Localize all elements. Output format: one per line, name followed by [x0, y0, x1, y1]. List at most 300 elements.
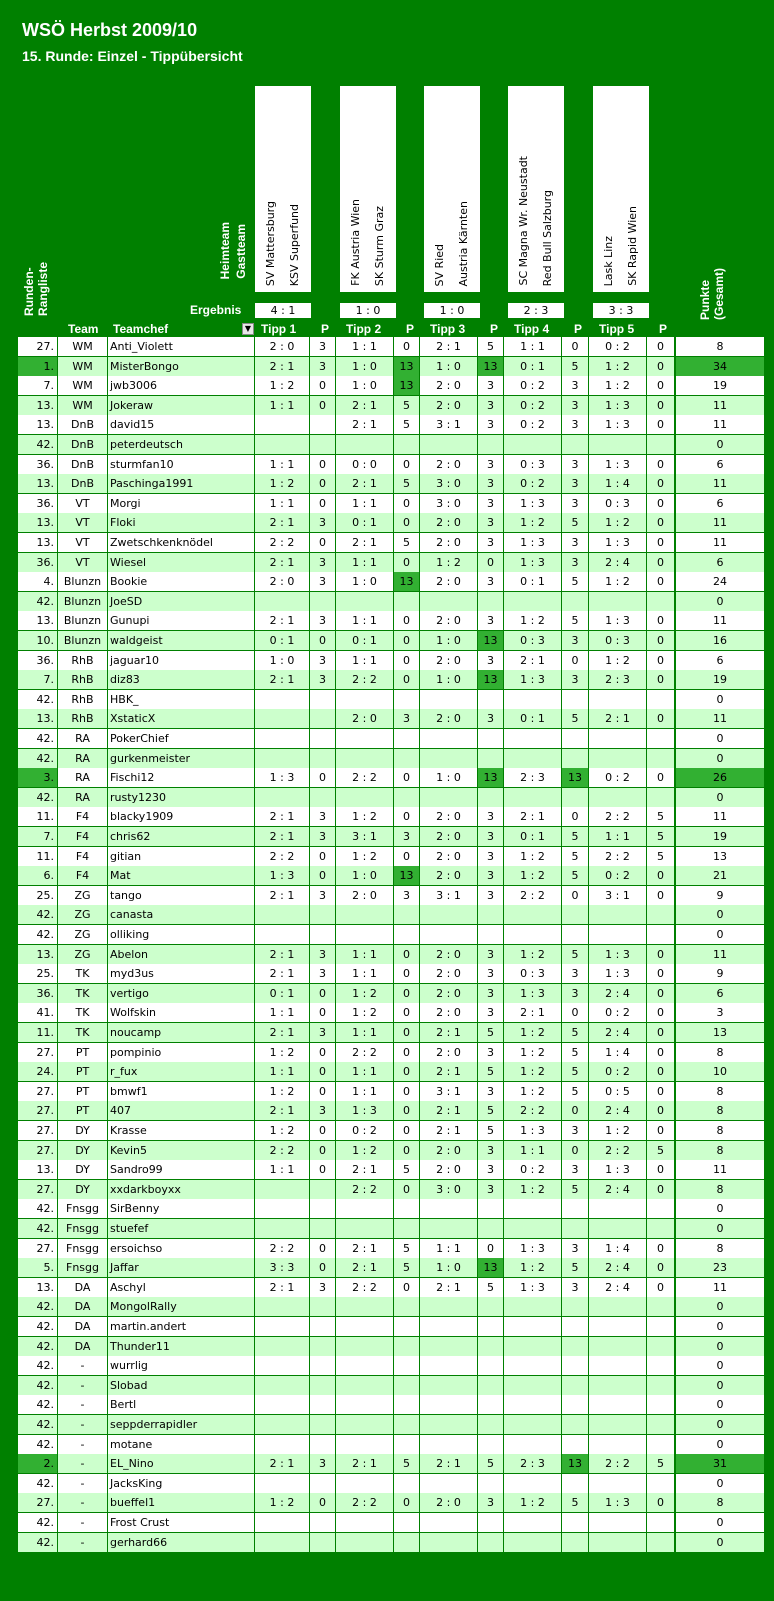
team-cell: PT	[58, 1082, 107, 1101]
rank-cell: 27.	[18, 1043, 57, 1062]
team-cell: -	[58, 1376, 107, 1395]
points-5-cell: 0	[647, 396, 674, 415]
teamchef-cell: seppderrapidler	[108, 1415, 254, 1434]
tipp-5-cell: 1 : 3	[589, 455, 646, 474]
tipp-4-cell: 1 : 2	[504, 847, 561, 866]
team-cell: F4	[58, 866, 107, 885]
points-2-cell: 0	[394, 611, 419, 630]
tipp-2-cell: 1 : 0	[336, 866, 393, 885]
points-2-cell: 0	[394, 768, 419, 787]
tipp-4-cell: 1 : 3	[504, 494, 561, 513]
team-cell: RhB	[58, 709, 107, 728]
tipp-5-cell: 1 : 3	[589, 396, 646, 415]
tipp-3-cell	[420, 690, 477, 709]
points-3-cell: 0	[478, 1239, 503, 1258]
points-3-cell: 3	[478, 513, 503, 532]
rank-cell: 27.	[18, 1121, 57, 1140]
tipp-4-cell	[504, 749, 561, 768]
table-row	[18, 572, 768, 591]
tipp-3-cell: 2 : 0	[420, 611, 477, 630]
filter-dropdown-button[interactable]: ▼	[242, 323, 254, 335]
tipp-5-cell: 2 : 2	[589, 1141, 646, 1160]
team-cell: -	[58, 1415, 107, 1434]
tipp-1-cell: 1 : 0	[255, 651, 309, 670]
rank-cell: 13.	[18, 1278, 57, 1297]
tipp-4-cell	[504, 1474, 561, 1493]
team-cell: DY	[58, 1180, 107, 1199]
teamchef-cell: Zwetschkenknödel	[108, 533, 254, 552]
tipp-2-cell	[336, 1395, 393, 1414]
total-points-cell: 6	[676, 494, 764, 513]
total-points-cell: 0	[676, 1533, 764, 1552]
points-2-cell	[394, 1219, 419, 1238]
team-cell: -	[58, 1493, 107, 1512]
teamchef-cell: myd3us	[108, 964, 254, 983]
points-4-cell	[562, 1395, 588, 1414]
tipp-4-cell: 2 : 1	[504, 1003, 561, 1022]
teamchef-cell: canasta	[108, 905, 254, 924]
tipp-3-cell: 2 : 0	[420, 1043, 477, 1062]
total-points-cell: 0	[676, 1415, 764, 1434]
tipp-2-cell: 2 : 1	[336, 1239, 393, 1258]
tipp-4-cell: 2 : 1	[504, 807, 561, 826]
points-3-cell	[478, 1435, 503, 1454]
tipp-5-cell	[589, 690, 646, 709]
tipp-2-cell	[336, 1219, 393, 1238]
tipp-1-cell: 2 : 1	[255, 553, 309, 572]
points-1-cell	[310, 729, 335, 748]
rank-cell: 27.	[18, 1101, 57, 1120]
tipp-1-cell: 1 : 1	[255, 396, 309, 415]
points-5-cell: 0	[647, 611, 674, 630]
points-5-cell	[647, 592, 674, 611]
points-2-cell: 0	[394, 1180, 419, 1199]
tipp-2-cell	[336, 905, 393, 924]
points-3-cell: 3	[478, 945, 503, 964]
points-2-cell: 0	[394, 807, 419, 826]
team-cell: -	[58, 1454, 107, 1473]
tipp-5-cell: 1 : 3	[589, 611, 646, 630]
match-result-5: 3 : 3	[593, 303, 649, 318]
total-points-cell: 8	[676, 1180, 764, 1199]
points-2-cell: 0	[394, 1493, 419, 1512]
tipp-4-cell: 1 : 2	[504, 1062, 561, 1081]
points-3-cell	[478, 1474, 503, 1493]
tipp-3-cell: 1 : 2	[420, 553, 477, 572]
rank-cell: 42.	[18, 749, 57, 768]
points-2-cell: 0	[394, 1003, 419, 1022]
points-3-cell: 0	[478, 553, 503, 572]
rank-cell: 42.	[18, 1337, 57, 1356]
tipp-4-cell: 2 : 2	[504, 1101, 561, 1120]
points-5-cell	[647, 1395, 674, 1414]
team-cell: DY	[58, 1141, 107, 1160]
table-row	[18, 690, 768, 709]
tipp-3-cell: 1 : 0	[420, 768, 477, 787]
table-row	[18, 474, 768, 493]
tipp-3-cell	[420, 1533, 477, 1552]
tipp-3-cell: 2 : 0	[420, 964, 477, 983]
points-1-cell: 0	[310, 1003, 335, 1022]
tipp-header-3: Tipp 3	[430, 322, 466, 336]
total-points-cell: 0	[676, 1337, 764, 1356]
table-row	[18, 357, 768, 376]
tipp-3-cell: 3 : 0	[420, 1180, 477, 1199]
tipp-5-cell	[589, 1395, 646, 1414]
rank-cell: 13.	[18, 1160, 57, 1179]
tipp-2-cell: 1 : 1	[336, 337, 393, 356]
tipp-1-cell: 1 : 1	[255, 494, 309, 513]
points-5-cell: 0	[647, 1003, 674, 1022]
points-4-cell: 3	[562, 1278, 588, 1297]
teamchef-cell: JoeSD	[108, 592, 254, 611]
tipp-3-cell: 2 : 0	[420, 1141, 477, 1160]
tipp-1-cell	[255, 1317, 309, 1336]
points-3-cell: 3	[478, 866, 503, 885]
points-3-cell: 3	[478, 455, 503, 474]
tipp-4-cell	[504, 925, 561, 944]
tipp-1-cell: 2 : 1	[255, 611, 309, 630]
tipp-5-cell: 1 : 2	[589, 651, 646, 670]
tipp-5-cell	[589, 788, 646, 807]
team-cell: RhB	[58, 651, 107, 670]
table-row	[18, 1141, 768, 1160]
points-1-cell: 0	[310, 1082, 335, 1101]
points-2-cell	[394, 690, 419, 709]
points-4-cell	[562, 435, 588, 454]
tipp-3-cell: 2 : 0	[420, 827, 477, 846]
tipp-1-cell: 1 : 3	[255, 866, 309, 885]
team-cell: RhB	[58, 690, 107, 709]
team-cell: Fnsgg	[58, 1199, 107, 1218]
points-1-cell	[310, 1219, 335, 1238]
points-3-cell	[478, 1415, 503, 1434]
points-2-cell: 0	[394, 1023, 419, 1042]
table-row	[18, 1513, 768, 1532]
points-2-cell	[394, 1199, 419, 1218]
tipp-4-cell: 1 : 1	[504, 1141, 561, 1160]
total-points-cell: 0	[676, 729, 764, 748]
tipp-2-cell	[336, 1533, 393, 1552]
total-points-cell: 0	[676, 788, 764, 807]
teamchef-cell: r_fux	[108, 1062, 254, 1081]
points-2-cell: 0	[394, 1082, 419, 1101]
tipp-1-cell	[255, 749, 309, 768]
points-4-cell	[562, 1219, 588, 1238]
tipp-header-5: Tipp 5	[599, 322, 635, 336]
tipp-2-cell: 1 : 1	[336, 1082, 393, 1101]
points-5-cell: 0	[647, 631, 674, 650]
table-row	[18, 533, 768, 552]
tipp-1-cell	[255, 1376, 309, 1395]
points-4-cell: 5	[562, 1043, 588, 1062]
points-4-cell	[562, 1513, 588, 1532]
tipp-3-cell	[420, 1474, 477, 1493]
total-points-cell: 0	[676, 905, 764, 924]
tipp-1-cell: 1 : 2	[255, 1082, 309, 1101]
tipp-5-cell: 1 : 2	[589, 513, 646, 532]
tipp-4-cell: 1 : 2	[504, 1180, 561, 1199]
tipp-5-cell	[589, 435, 646, 454]
table-row	[18, 945, 768, 964]
table-row	[18, 925, 768, 944]
rank-cell: 13.	[18, 415, 57, 434]
team-cell: Fnsgg	[58, 1219, 107, 1238]
team-cell: WM	[58, 376, 107, 395]
tipp-2-cell	[336, 1513, 393, 1532]
team-cell: DnB	[58, 474, 107, 493]
total-points-cell: 34	[676, 357, 764, 376]
total-points-cell: 11	[676, 807, 764, 826]
tipp-1-cell: 2 : 1	[255, 807, 309, 826]
total-points-cell: 0	[676, 1317, 764, 1336]
tipp-3-cell	[420, 1297, 477, 1316]
points-3-cell: 5	[478, 1062, 503, 1081]
tipp-1-cell	[255, 1435, 309, 1454]
tipp-5-cell	[589, 729, 646, 748]
tipp-5-cell: 0 : 3	[589, 631, 646, 650]
points-2-cell: 0	[394, 1043, 419, 1062]
away-team: Austria Kärnten	[457, 200, 470, 286]
points-4-cell: 5	[562, 572, 588, 591]
team-cell: ZG	[58, 905, 107, 924]
teamchef-cell: Wiesel	[108, 553, 254, 572]
team-cell: VT	[58, 553, 107, 572]
tipp-1-cell: 1 : 2	[255, 1043, 309, 1062]
teamchef-cell: Mat	[108, 866, 254, 885]
rank-cell: 25.	[18, 964, 57, 983]
match-result-3: 1 : 0	[424, 303, 480, 318]
points-2-cell	[394, 1297, 419, 1316]
match-header-2	[340, 86, 396, 292]
points-2-cell	[394, 1533, 419, 1552]
tipp-1-cell	[255, 1199, 309, 1218]
tipp-3-cell	[420, 435, 477, 454]
tipp-5-cell	[589, 905, 646, 924]
match-header-5	[593, 86, 649, 292]
total-points-cell: 26	[676, 768, 764, 787]
points-1-cell	[310, 1337, 335, 1356]
total-points-cell: 11	[676, 945, 764, 964]
points-1-cell	[310, 1513, 335, 1532]
teamchef-cell: chris62	[108, 827, 254, 846]
table-row	[18, 651, 768, 670]
tipp-3-cell	[420, 925, 477, 944]
total-points-cell: 3	[676, 1003, 764, 1022]
points-1-cell: 3	[310, 807, 335, 826]
tipp-2-cell: 3 : 1	[336, 827, 393, 846]
tipp-2-cell: 1 : 1	[336, 945, 393, 964]
points-5-cell	[647, 690, 674, 709]
points-5-cell: 0	[647, 357, 674, 376]
table-row	[18, 337, 768, 356]
points-1-cell: 0	[310, 1258, 335, 1277]
points-4-cell	[562, 1376, 588, 1395]
points-2-cell: 3	[394, 709, 419, 728]
points-4-cell: 3	[562, 396, 588, 415]
tipp-1-cell	[255, 1219, 309, 1238]
points-4-cell: 5	[562, 1062, 588, 1081]
tipp-3-cell: 2 : 0	[420, 709, 477, 728]
points-5-cell	[647, 1199, 674, 1218]
tipp-5-cell: 2 : 4	[589, 1101, 646, 1120]
points-5-cell	[647, 905, 674, 924]
tipp-5-cell: 1 : 4	[589, 1043, 646, 1062]
points-5-cell	[647, 1415, 674, 1434]
points-5-cell: 0	[647, 337, 674, 356]
points-1-cell	[310, 1474, 335, 1493]
tipp-3-cell	[420, 788, 477, 807]
points-3-cell: 3	[478, 533, 503, 552]
tipp-5-cell: 0 : 3	[589, 494, 646, 513]
tipp-2-cell	[336, 749, 393, 768]
teamchef-cell: blacky1909	[108, 807, 254, 826]
tipp-5-cell	[589, 925, 646, 944]
rank-cell: 42.	[18, 1513, 57, 1532]
points-3-cell: 3	[478, 886, 503, 905]
points-3-cell: 3	[478, 847, 503, 866]
team-cell: DA	[58, 1278, 107, 1297]
points-2-cell: 5	[394, 474, 419, 493]
points-4-cell: 0	[562, 1141, 588, 1160]
team-cell: ZG	[58, 886, 107, 905]
points-4-cell	[562, 690, 588, 709]
team-header: Team	[68, 322, 99, 336]
tipp-1-cell: 2 : 2	[255, 847, 309, 866]
points-1-cell	[310, 1180, 335, 1199]
tipp-3-cell	[420, 1317, 477, 1336]
points-4-cell	[562, 925, 588, 944]
points-5-cell	[647, 1533, 674, 1552]
teamchef-cell: bueffel1	[108, 1493, 254, 1512]
tipp-4-cell: 1 : 3	[504, 533, 561, 552]
tipp-2-cell	[336, 1435, 393, 1454]
points-4-cell: 5	[562, 611, 588, 630]
teamchef-cell: Anti_Violett	[108, 337, 254, 356]
tipp-1-cell: 3 : 3	[255, 1258, 309, 1277]
rank-cell: 13.	[18, 533, 57, 552]
tipp-3-cell: 2 : 1	[420, 1121, 477, 1140]
tipp-2-cell: 2 : 1	[336, 396, 393, 415]
tipp-1-cell	[255, 1415, 309, 1434]
team-cell: Blunzn	[58, 611, 107, 630]
points-5-cell: 0	[647, 533, 674, 552]
table-row	[18, 964, 768, 983]
points-4-cell: 0	[562, 807, 588, 826]
total-points-cell: 0	[676, 925, 764, 944]
points-2-cell: 0	[394, 455, 419, 474]
tipp-5-cell: 1 : 3	[589, 1493, 646, 1512]
tipp-4-cell	[504, 1435, 561, 1454]
tipp-5-cell: 2 : 4	[589, 553, 646, 572]
tipp-5-cell	[589, 592, 646, 611]
tipp-1-cell	[255, 1474, 309, 1493]
points-4-cell: 3	[562, 1121, 588, 1140]
tipp-1-cell: 1 : 1	[255, 1160, 309, 1179]
points-1-cell	[310, 1356, 335, 1375]
teamchef-cell: martin.andert	[108, 1317, 254, 1336]
total-points-cell: 19	[676, 670, 764, 689]
points-1-cell: 0	[310, 1121, 335, 1140]
points-1-cell: 0	[310, 396, 335, 415]
tipp-3-cell	[420, 1513, 477, 1532]
tipp-4-cell	[504, 788, 561, 807]
teamchef-cell: JacksKing	[108, 1474, 254, 1493]
points-4-cell	[562, 905, 588, 924]
tipp-4-cell: 0 : 1	[504, 357, 561, 376]
tipp-4-cell: 1 : 2	[504, 611, 561, 630]
rank-cell: 11.	[18, 1023, 57, 1042]
table-row	[18, 435, 768, 454]
teamchef-cell: Thunder11	[108, 1337, 254, 1356]
points-5-cell	[647, 1474, 674, 1493]
rank-cell: 42.	[18, 1435, 57, 1454]
points-4-cell: 5	[562, 1023, 588, 1042]
rank-cell: 13.	[18, 611, 57, 630]
total-points-cell: 11	[676, 533, 764, 552]
tipp-3-cell: 2 : 0	[420, 847, 477, 866]
teamchef-cell: Slobad	[108, 1376, 254, 1395]
tipp-2-cell	[336, 1474, 393, 1493]
points-1-cell: 3	[310, 337, 335, 356]
points-2-cell: 0	[394, 553, 419, 572]
tipp-5-cell: 0 : 2	[589, 1062, 646, 1081]
points-5-cell	[647, 1513, 674, 1532]
points-3-cell: 5	[478, 1278, 503, 1297]
teamchef-cell: Gunupi	[108, 611, 254, 630]
points-2-cell	[394, 1376, 419, 1395]
tipp-3-cell: 1 : 0	[420, 631, 477, 650]
points-3-cell: 3	[478, 1043, 503, 1062]
tipp-4-cell: 2 : 3	[504, 768, 561, 787]
points-3-cell	[478, 435, 503, 454]
table-row	[18, 1454, 768, 1473]
team-cell: -	[58, 1356, 107, 1375]
points-1-cell	[310, 1395, 335, 1414]
team-cell: F4	[58, 807, 107, 826]
teamchef-cell: 407	[108, 1101, 254, 1120]
tipp-3-cell	[420, 1415, 477, 1434]
tipp-5-cell: 1 : 3	[589, 1160, 646, 1179]
tipp-1-cell	[255, 905, 309, 924]
tipp-2-cell	[336, 435, 393, 454]
points-4-cell: 0	[562, 1003, 588, 1022]
tipp-3-cell: 1 : 0	[420, 357, 477, 376]
points-1-cell	[310, 925, 335, 944]
tipp-5-cell: 2 : 4	[589, 984, 646, 1003]
tipp-2-cell: 2 : 1	[336, 415, 393, 434]
points-1-cell: 0	[310, 1239, 335, 1258]
tipp-3-cell: 2 : 1	[420, 1454, 477, 1473]
points-2-cell	[394, 729, 419, 748]
points-5-cell: 0	[647, 513, 674, 532]
points-1-cell: 3	[310, 651, 335, 670]
total-points-cell: 0	[676, 1435, 764, 1454]
tipp-5-cell: 1 : 2	[589, 357, 646, 376]
away-team: SK Sturm Graz	[373, 205, 386, 286]
rank-cell: 41.	[18, 1003, 57, 1022]
teamchef-cell: diz83	[108, 670, 254, 689]
tipp-5-cell: 0 : 2	[589, 337, 646, 356]
tipp-2-cell	[336, 925, 393, 944]
points-3-cell	[478, 1356, 503, 1375]
tipp-2-cell: 2 : 2	[336, 1278, 393, 1297]
home-team: FK Austria Wien	[349, 199, 362, 286]
tipp-1-cell: 2 : 2	[255, 1141, 309, 1160]
points-1-cell: 0	[310, 474, 335, 493]
rank-cell: 27.	[18, 337, 57, 356]
tipp-5-cell	[589, 749, 646, 768]
